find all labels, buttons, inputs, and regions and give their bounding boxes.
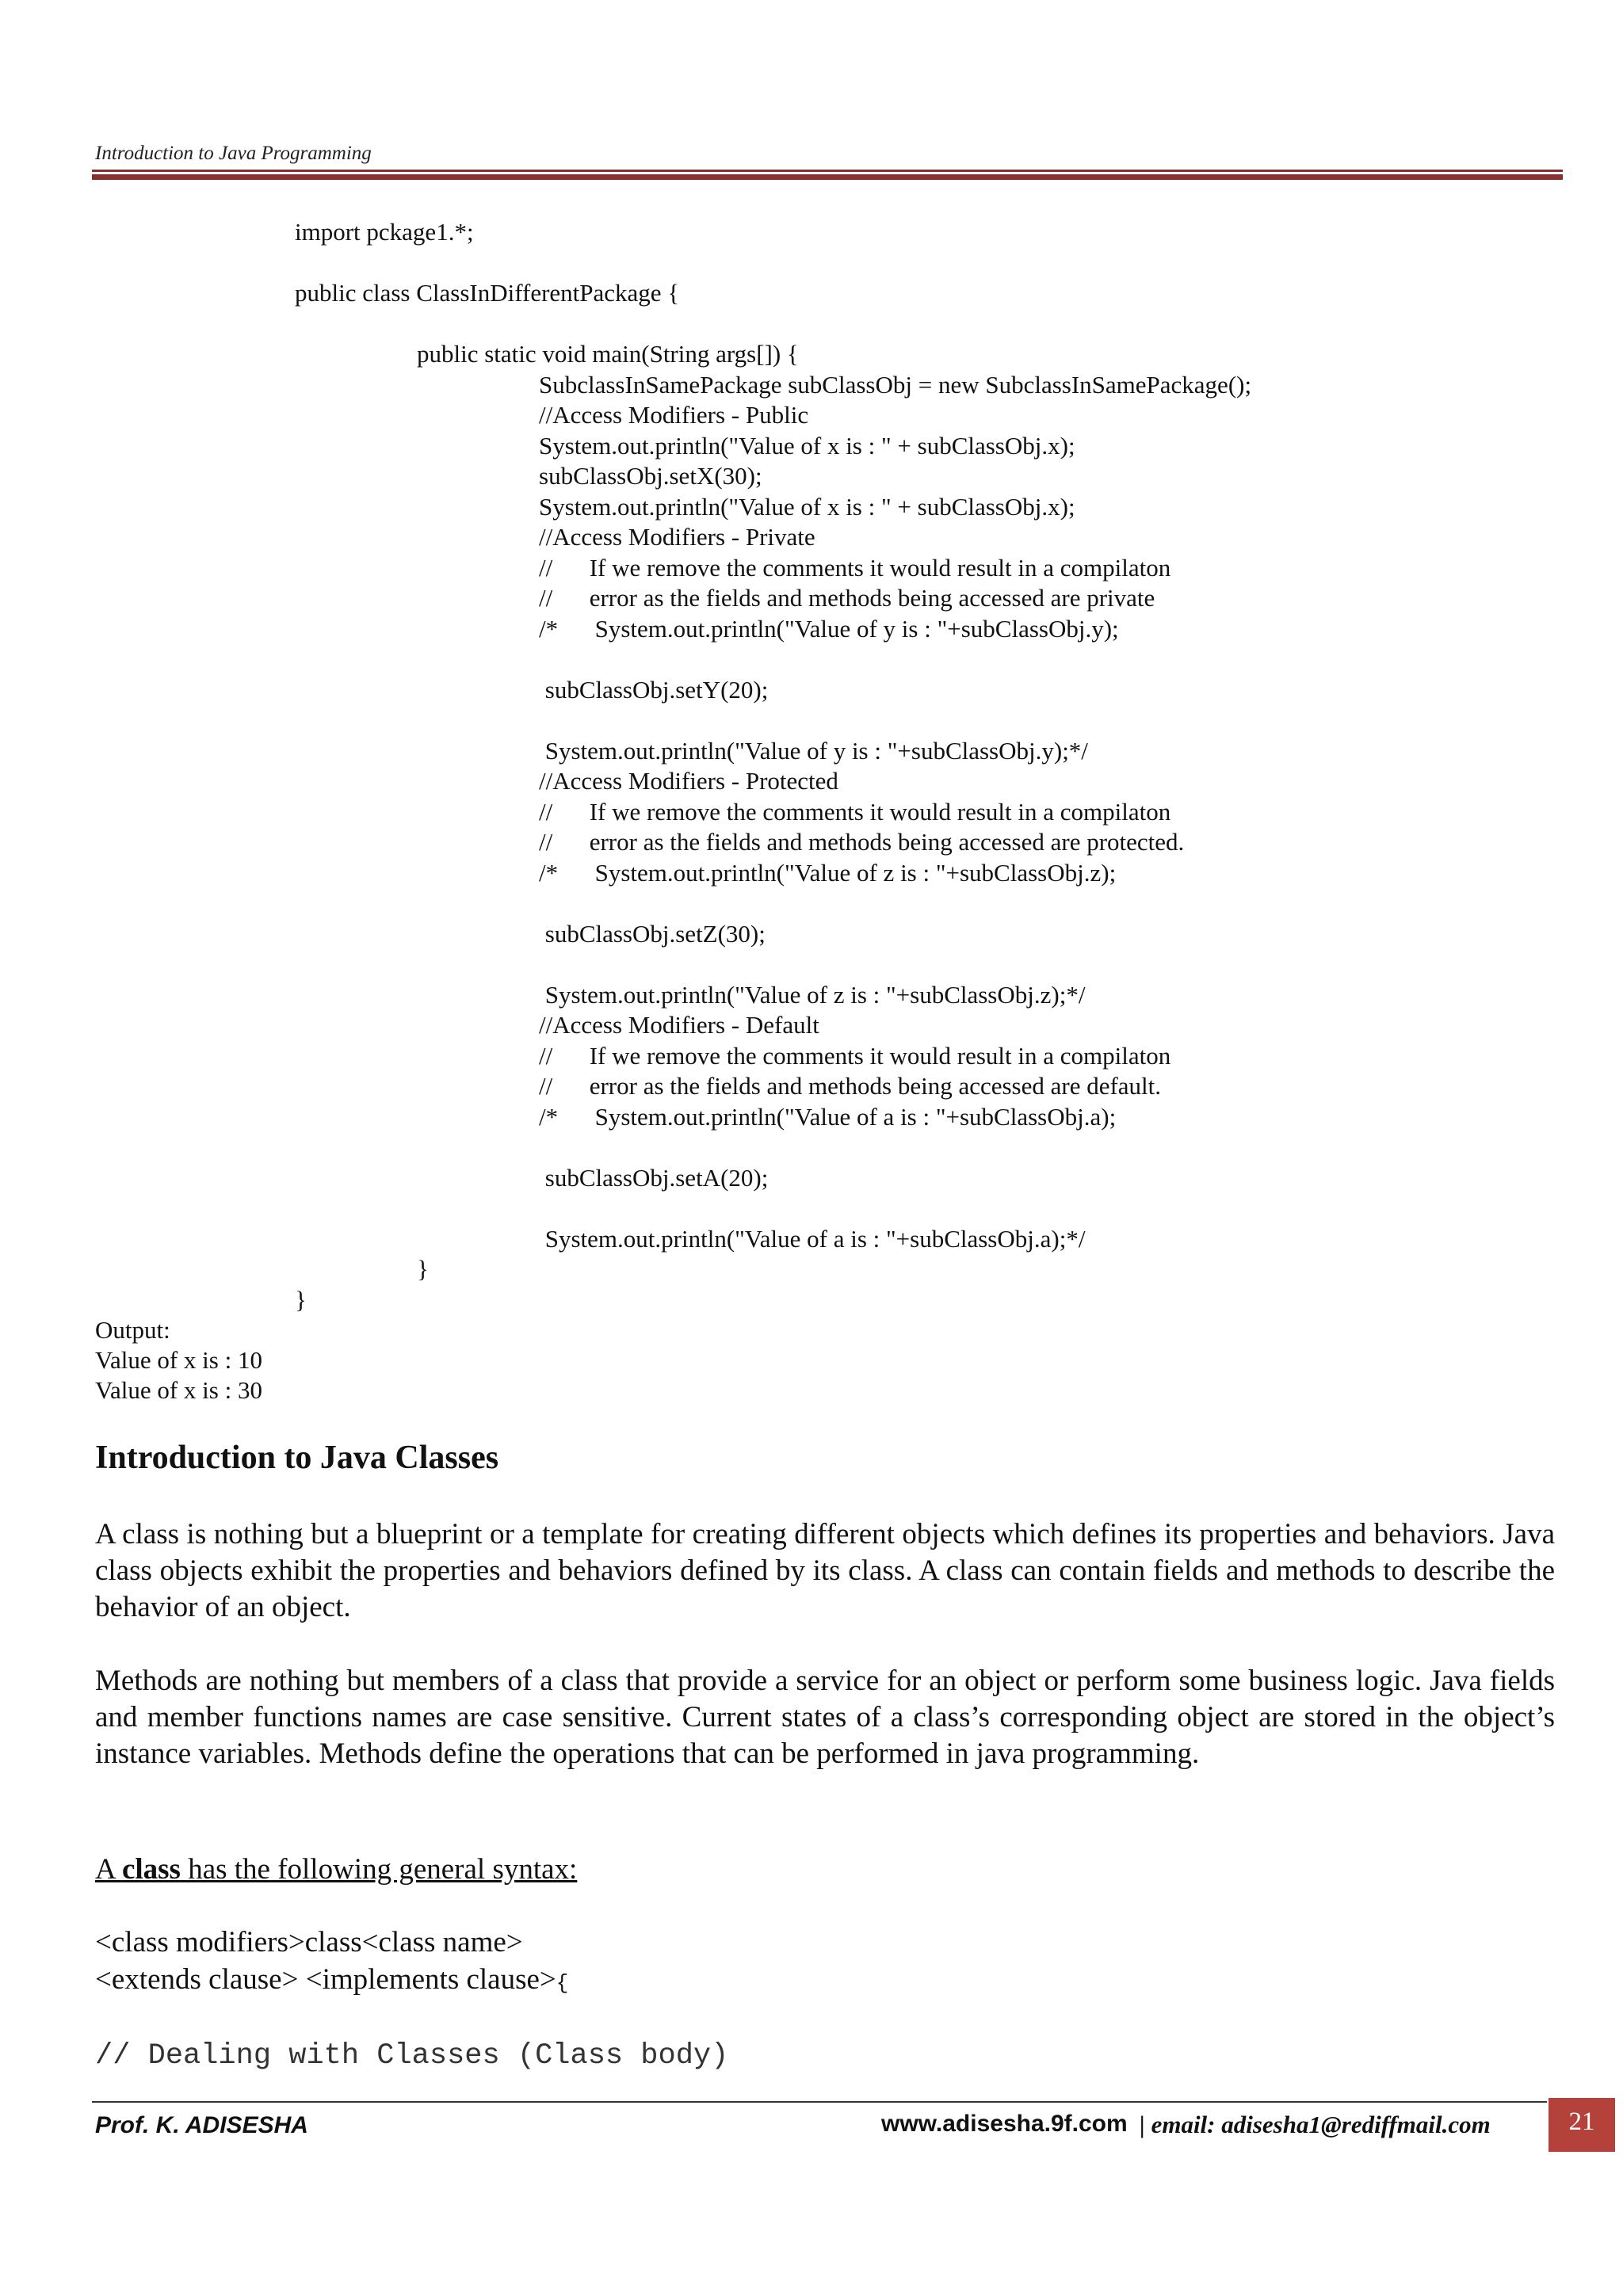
code-line: // error as the fields and methods being accessed are private bbox=[539, 584, 1155, 612]
output-line: Value of x is : 30 bbox=[95, 1376, 262, 1404]
code-line: } bbox=[295, 1286, 307, 1314]
code-line: //Access Modifiers - Protected bbox=[539, 767, 838, 795]
code-line: System.out.println("Value of a is : "+subClassObj.a);*/ bbox=[539, 1225, 1086, 1253]
class-body-comment: // Dealing with Classes (Class body) bbox=[95, 2039, 729, 2073]
output-line: Value of x is : 10 bbox=[95, 1346, 262, 1374]
header-rule-thin bbox=[92, 170, 1563, 172]
syntax-line-2 bbox=[95, 1962, 568, 1997]
syntax-line: <class modifiers>class<class name> bbox=[95, 1926, 523, 1958]
code-line: System.out.println("Value of z is : "+subClassObj.z);*/ bbox=[539, 981, 1086, 1009]
code-line: subClassObj.setZ(30); bbox=[539, 920, 766, 948]
output-label: Output: bbox=[95, 1316, 170, 1344]
code-line: System.out.println("Value of x is : " + subClassObj.x); bbox=[539, 432, 1075, 460]
code-line: SubclassInSamePackage subClassObj = new SubclassInSamePackage(); bbox=[539, 371, 1252, 399]
code-line: System.out.println("Value of y is : "+subClassObj.y);*/ bbox=[539, 737, 1088, 765]
header-rule-thick bbox=[92, 174, 1563, 180]
syntax-intro-prefix: A bbox=[95, 1853, 122, 1886]
code-line: //Access Modifiers - Public bbox=[539, 401, 809, 429]
code-line: /* System.out.println("Value of a is : "+subClassObj.a); bbox=[539, 1103, 1117, 1131]
syntax-intro bbox=[95, 1852, 577, 1886]
footer-website: www.adisesha.9f.com bbox=[881, 2111, 1128, 2137]
code-line: } bbox=[417, 1255, 429, 1283]
paragraph: A class is nothing but a blueprint or a template for creating different objects which defines its properties and behaviors. Java class objects exhibit the properties and behaviors defined by its class. A class can contain fields and methods to describe the behavior of an object. bbox=[95, 1518, 1555, 1623]
header-title: Introduction to Java Programming bbox=[95, 143, 372, 164]
paragraph: Methods are nothing but members of a class that provide a service for an object or perform some business logic. Java fields and member functions names are case sensitive. Current states of a class’s corresponding object are stored in the object’s instance variables. Methods define the operations that can be performed in java programming. bbox=[95, 1665, 1555, 1770]
code-line: // If we remove the comments it would result in a compilaton bbox=[539, 798, 1171, 826]
code-line: import pckage1.*; bbox=[295, 218, 474, 246]
code-line: subClassObj.setY(20); bbox=[539, 676, 769, 704]
code-line: public class ClassInDifferentPackage { bbox=[295, 279, 680, 307]
syntax-brace: { bbox=[556, 1971, 569, 1995]
code-line: // If we remove the comments it would result in a compilaton bbox=[539, 1042, 1171, 1070]
code-line: //Access Modifiers - Private bbox=[539, 523, 815, 551]
code-line: subClassObj.setX(30); bbox=[539, 462, 762, 490]
code-line: // If we remove the comments it would result in a compilaton bbox=[539, 554, 1171, 582]
code-line: public static void main(String args[]) { bbox=[417, 340, 799, 368]
footer-rule bbox=[92, 2101, 1547, 2103]
code-line: /* System.out.println("Value of y is : "+subClassObj.y); bbox=[539, 615, 1119, 643]
code-line: //Access Modifiers - Default bbox=[539, 1011, 819, 1039]
syntax-intro-suffix: has the following general syntax: bbox=[180, 1853, 578, 1886]
footer-email: | email: adisesha1@rediffmail.com bbox=[1140, 2111, 1491, 2138]
footer-author: Prof. K. ADISESHA bbox=[95, 2112, 308, 2138]
code-line: System.out.println("Value of x is : " + subClassObj.x); bbox=[539, 493, 1075, 521]
syntax-line-text: <extends clause> <implements clause> bbox=[95, 1963, 556, 1996]
section-heading: Introduction to Java Classes bbox=[95, 1440, 499, 1476]
code-line: // error as the fields and methods being accessed are protected. bbox=[539, 828, 1185, 856]
code-line: // error as the fields and methods being accessed are default. bbox=[539, 1072, 1162, 1100]
page-number: 21 bbox=[1568, 2107, 1595, 2136]
syntax-intro-bold: class bbox=[121, 1853, 181, 1886]
code-line: /* System.out.println("Value of z is : "+subClassObj.z); bbox=[539, 859, 1117, 887]
code-line: subClassObj.setA(20); bbox=[539, 1164, 769, 1192]
